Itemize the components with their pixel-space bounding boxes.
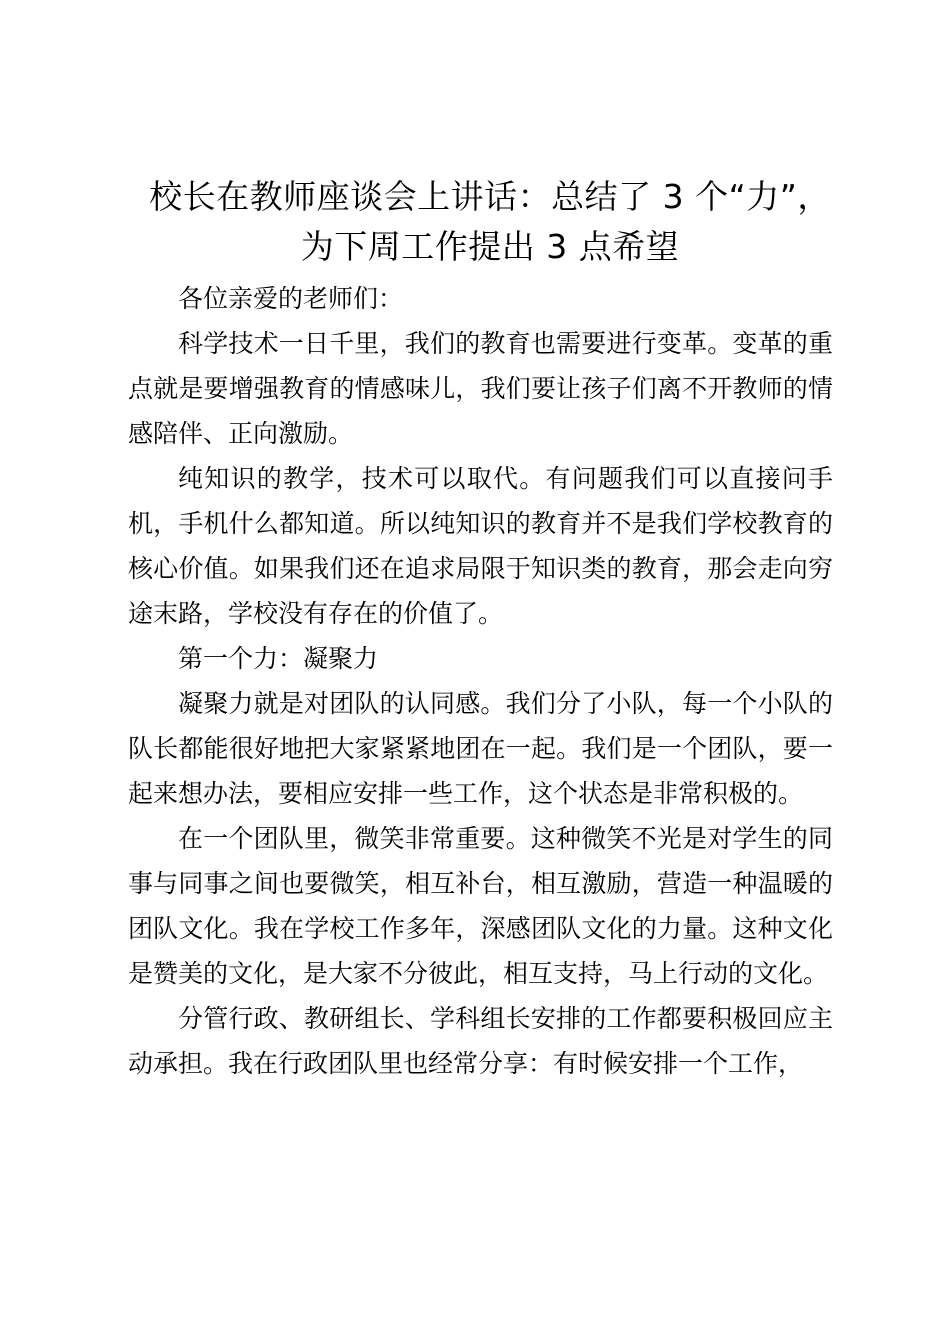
body-paragraph: 凝聚力就是对团队的认同感。我们分了小队，每一个小队的队长都能很好地把大家紧紧地团在一起。我们是一个团队，要一起来想办法，要相应安排一些工作，这个状态是非常积极的。 — [128, 689, 833, 808]
section-heading: 第一个力：凝聚力 — [178, 644, 379, 673]
body-paragraph: 科学技术一日千里，我们的教育也需要进行变革。变革的重点就是要增强教育的情感味儿，我们要让孩子们离不开教师的情感陪伴、正向激励。 — [128, 329, 833, 448]
body-paragraph: 在一个团队里，微笑非常重要。这种微笑不光是对学生的同事与同事之间也要微笑，相互补台，相互激励，营造一种温暖的团队文化。我在学校工作多年，深感团队文化的力量。这种文化是赞美的文化，是大家不分彼此，相互支持，马上行动的文化。 — [128, 824, 833, 988]
document-title-line-2: 为下周工作提出 3 点希望 — [300, 227, 680, 266]
salutation-paragraph: 各位亲爱的老师们： — [178, 284, 404, 313]
body-paragraph: 纯知识的教学，技术可以取代。有问题我们可以直接问手机，手机什么都知道。所以纯知识的教育并不是我们学校教育的核心价值。如果我们还在追求局限于知识类的教育，那会走向穷途末路，学校没有存在的价值了。 — [128, 464, 833, 628]
document-body — [128, 276, 833, 1086]
document-title-line-1: 校长在教师座谈会上讲话：总结了 3 个“力”， — [149, 177, 831, 216]
body-paragraph: 分管行政、教研组长、学科组长安排的工作都要积极回应主动承担。我在行政团队里也经常分享：有时候安排一个工作， — [128, 1004, 833, 1078]
